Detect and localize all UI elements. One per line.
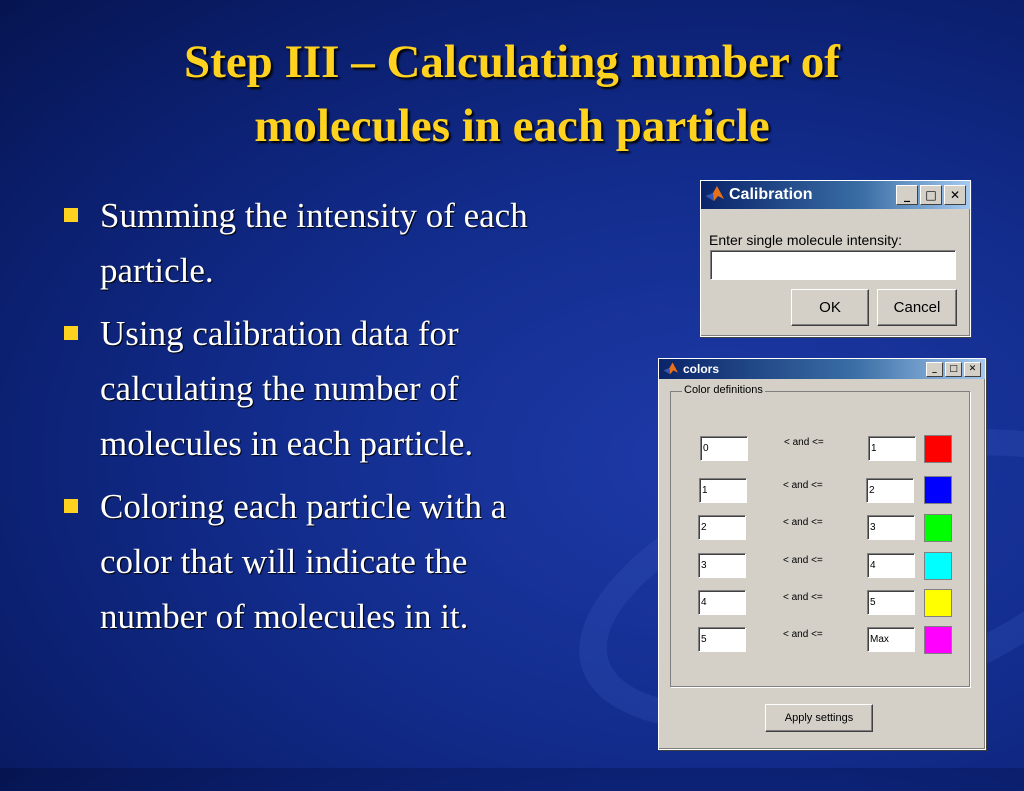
lower-bound-input[interactable] [698,590,746,615]
intensity-prompt: Enter single molecule intensity: [709,232,902,248]
slide-title-line-1: Step III – Calculating number of [184,36,840,88]
upper-bound-input[interactable] [867,515,915,540]
upper-bound-input[interactable] [867,627,915,652]
lower-bound-input[interactable] [698,553,746,578]
calibration-titlebar[interactable] [701,181,970,209]
lower-bound-input[interactable] [698,627,746,652]
range-relation-label: < and <= [783,480,823,491]
bullet-line: calculating the number of [100,369,459,408]
colors-title: colors [683,362,720,376]
intensity-input[interactable] [710,250,956,280]
matlab-logo-icon [663,361,679,378]
minimize-icon[interactable]: _ [896,185,918,205]
square-bullet-icon [64,326,78,340]
upper-bound-input[interactable] [867,590,915,615]
maximize-icon[interactable]: □ [945,362,962,377]
slide-title-line-2: molecules in each particle [254,100,770,152]
color-swatch[interactable] [924,589,952,617]
bullet-line: particle. [100,251,214,290]
bullet-line: Summing the intensity of each [100,196,528,235]
colors-titlebar[interactable] [659,359,985,379]
color-swatch[interactable] [924,552,952,580]
slide-title [40,30,984,158]
bullet-line: Coloring each particle with a [100,487,507,526]
maximize-icon[interactable]: □ [920,185,942,205]
ok-button[interactable]: OK [791,289,869,326]
color-swatch[interactable] [924,626,952,654]
close-icon[interactable]: ✕ [944,185,966,205]
range-relation-label: < and <= [784,437,824,448]
bullet-line: number of molecules in it. [100,597,469,636]
colors-dialog [658,358,986,750]
range-relation-label: < and <= [783,555,823,566]
upper-bound-input[interactable] [866,478,914,503]
lower-bound-input[interactable] [698,515,746,540]
lower-bound-input[interactable] [700,436,748,461]
color-swatch[interactable] [924,476,952,504]
bullet-line: molecules in each particle. [100,424,474,463]
color-swatch[interactable] [924,514,952,542]
range-relation-label: < and <= [783,592,823,603]
apply-settings-button[interactable]: Apply settings [765,704,873,732]
bullet-item [60,479,660,644]
bullet-line: color that will indicate the [100,542,468,581]
color-definitions-label: Color definitions [684,384,763,396]
calibration-dialog [700,180,971,337]
cancel-button[interactable]: Cancel [877,289,957,326]
bullet-item [60,306,660,471]
bullet-line: Using calibration data for [100,314,459,353]
bullet-list [60,188,660,652]
upper-bound-input[interactable] [868,436,916,461]
color-swatch[interactable] [924,435,952,463]
minimize-icon[interactable]: _ [926,362,943,377]
close-icon[interactable]: ✕ [964,362,981,377]
range-relation-label: < and <= [783,629,823,640]
calibration-title: Calibration [729,186,813,203]
lower-bound-input[interactable] [699,478,747,503]
upper-bound-input[interactable] [867,553,915,578]
square-bullet-icon [64,499,78,513]
bullet-item [60,188,660,298]
square-bullet-icon [64,208,78,222]
matlab-logo-icon [705,184,725,207]
range-relation-label: < and <= [783,517,823,528]
